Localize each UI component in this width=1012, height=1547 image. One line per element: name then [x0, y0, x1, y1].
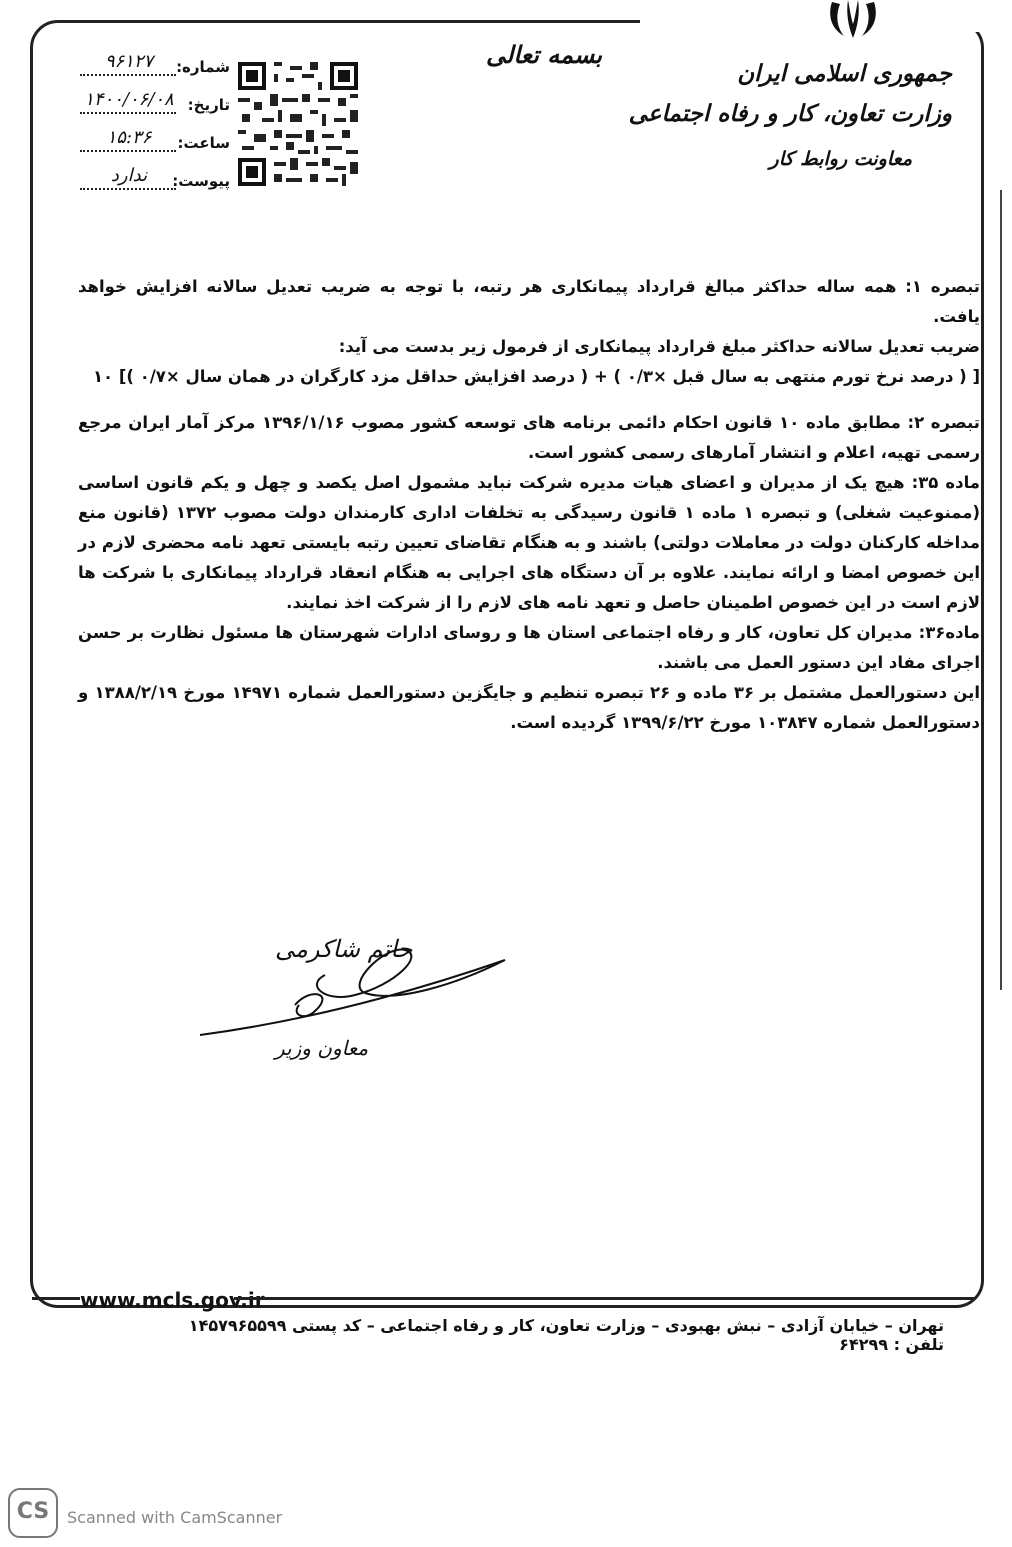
republic-title: جمهوری اسلامی ایران	[737, 60, 952, 87]
footer-address: تهران – خیابان آزادی – نبش بهبودی – وزارت تعاون، کار و رفاه اجتماعی – کد پستی ۱۴۵۷۹۶۵۵۹۹ تلفن : ۶۴۲۹۹	[188, 1316, 944, 1354]
time-line	[80, 150, 176, 152]
attachment-label: پیوست:	[172, 172, 230, 190]
ministry-title: وزارت تعاون، کار و رفاه اجتماعی	[628, 100, 952, 127]
time-value: ۱۵:۳۶	[106, 127, 152, 148]
attachment-line	[80, 188, 176, 190]
document-body	[78, 272, 980, 738]
website-link[interactable]: www.mcls.gov.ir	[80, 1288, 265, 1312]
note-2-paragraph: تبصره ۲: مطابق ماده ۱۰ قانون احکام دائمی برنامه های توسعه کشور مصوب ۱۳۹۶/۱/۱۶ مرکز آمار ایران مرجع رسمی تهیه، اعلام و انتشار آمارهای رسمی کشور است.	[78, 413, 980, 462]
attachment-value: ندارد	[110, 165, 148, 186]
footer-line-left	[32, 1297, 80, 1300]
right-margin-line	[1000, 190, 1002, 990]
number-line	[80, 74, 176, 76]
qr-code-icon	[238, 62, 358, 186]
basmala: بسمه تعالی	[486, 40, 603, 69]
date-line	[80, 112, 176, 114]
camscanner-logo-icon: CS	[8, 1488, 58, 1538]
closing-paragraph: این دستورالعمل مشتمل بر ۳۶ ماده و ۲۶ تبصره تنظیم و جایگزین دستورالعمل شماره ۱۴۹۷۱ مورخ ۱۳۸۸/۲/۱۹ و دستورالعمل شماره ۱۰۳۸۴۷ مورخ ۱۳۹۹/۶/۲۲ گردیده است.	[78, 683, 980, 732]
date-value: ۱۴۰۰/۰۶/۰۸	[84, 89, 174, 110]
time-label: ساعت:	[177, 134, 230, 152]
signer-title: معاون وزیر	[275, 1036, 369, 1060]
letter-time	[70, 128, 230, 156]
article-35-paragraph: ماده ۳۵: هیچ یک از مدیران و اعضای هیات مدیره شرکت نباید مشمول اصل یکصد و چهل و یکم قانون اساسی (ممنوعیت شغلی) و تبصره ۱ ماده ۱ قانون رسیدگی به تخلفات اداری کارمندان دولت مصوب ۱۳۷۲ (قانون منع مداخله کارکنان دولت در معاملات دولتی) باشند و به هنگام تقاضای تعیین رتبه بایستی تعهد نامه محضری لازم در این خصوص امضا و ارائه نمایند. علاوه بر آن دستگاه های اجرایی به هنگام انعقاد قرارداد پیمانکاری با شرکت ها لازم است در این خصوص اطمینان حاصل و تعهد نامه های لازم را از شرکت اخذ نمایند.	[78, 473, 981, 612]
note-1-paragraph: تبصره ۱: همه ساله حداکثر مبالغ قرارداد پیمانکاری هر رتبه، با توجه به ضریب تعدیل سالانه افزایش خواهد یافت.	[78, 277, 980, 326]
number-value: ۹۶۱۲۷	[104, 51, 154, 72]
letter-attachment	[70, 166, 230, 194]
article-36-paragraph: ماده۳۶: مدیران کل تعاون، کار و رفاه اجتماعی استان ها و روسای ادارات شهرستان ها مسئول نظارت بر حسن اجرای مفاد این دستور العمل می باشند.	[78, 623, 980, 672]
paragraph-spacer	[78, 392, 980, 408]
footer-line-right	[234, 1297, 974, 1300]
formula-paragraph: [ ( درصد نرخ تورم منتهی به سال قبل ×۰/۳ ) + ( درصد افزایش حداقل مزد کارگران در همان سال ×۰/۷ )] ۱۰	[92, 367, 980, 386]
number-label: شماره:	[176, 58, 230, 76]
signature-block	[195, 915, 515, 1095]
scanner-watermark: Scanned with CamScanner	[67, 1508, 283, 1527]
letter-date	[70, 90, 230, 118]
date-label: تاریخ:	[187, 96, 230, 114]
deputy-title: معاونت روابط کار	[769, 148, 912, 170]
signer-name: حاتم شاکرمی	[275, 935, 413, 963]
coefficient-paragraph: ضریب تعدیل سالانه حداکثر مبلغ قرارداد پیمانکاری از فرمول زیر بدست می آید:	[338, 337, 980, 356]
letter-number	[70, 52, 230, 80]
iran-emblem-icon	[818, 0, 888, 42]
